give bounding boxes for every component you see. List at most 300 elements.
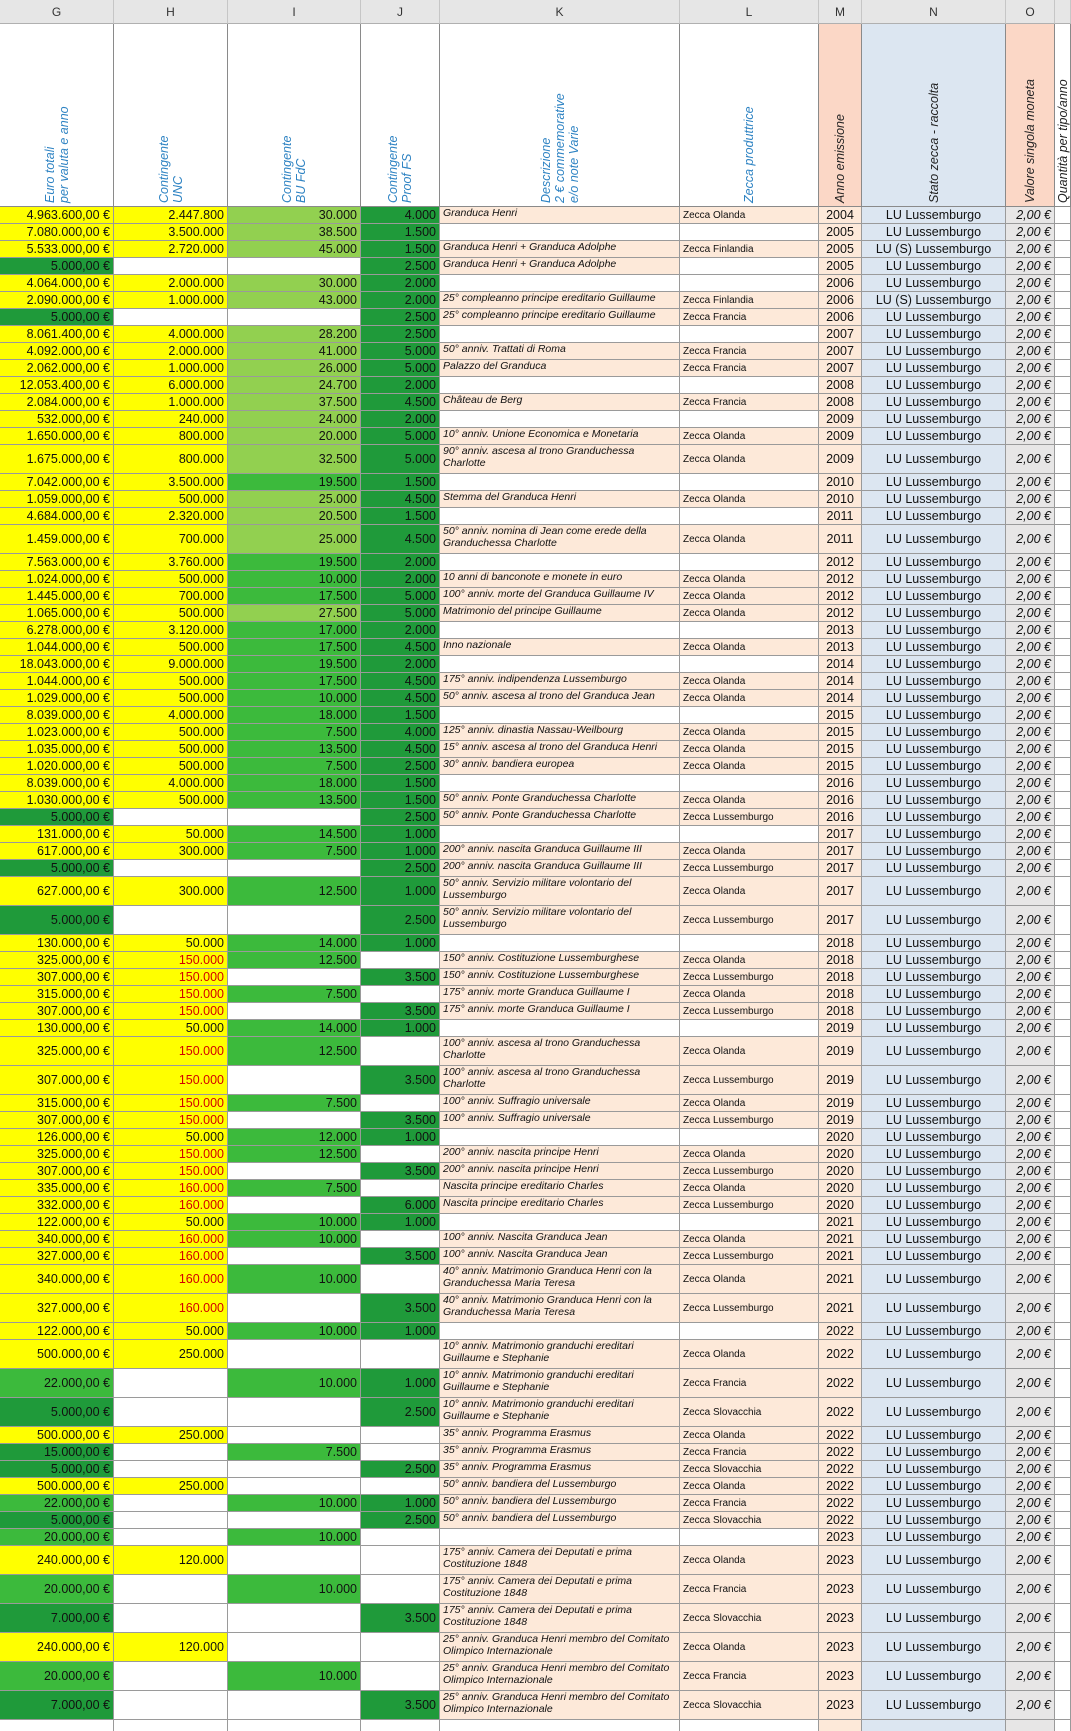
cell-m[interactable]: 2014 xyxy=(819,656,862,673)
cell-g[interactable]: 18.043.000,00 € xyxy=(0,656,114,673)
cell-h[interactable]: 240.000 xyxy=(114,411,228,428)
cell-h[interactable]: 700.000 xyxy=(114,588,228,605)
cell-h[interactable]: 1.000.000 xyxy=(114,394,228,411)
cell-g[interactable]: 4.092.000,00 € xyxy=(0,343,114,360)
cell-n[interactable] xyxy=(862,1720,1006,1731)
cell-o[interactable]: 2,00 € xyxy=(1006,622,1055,639)
cell-m[interactable]: 2014 xyxy=(819,690,862,707)
cell-o[interactable]: 2,00 € xyxy=(1006,1231,1055,1248)
cell-n[interactable]: LU Lussemburgo xyxy=(862,741,1006,758)
cell-l[interactable]: Zecca Olanda xyxy=(680,758,819,775)
cell-k[interactable]: 50° anniv. Ponte Granduchessa Charlotte xyxy=(440,809,680,826)
cell-m[interactable]: 2005 xyxy=(819,258,862,275)
cell-p[interactable] xyxy=(1055,809,1071,826)
cell-i[interactable] xyxy=(228,258,361,275)
cell-n[interactable]: LU Lussemburgo xyxy=(862,809,1006,826)
cell-p[interactable] xyxy=(1055,508,1071,525)
cell-g[interactable]: 5.000,00 € xyxy=(0,1512,114,1529)
cell-l[interactable]: Zecca Olanda xyxy=(680,1146,819,1163)
cell-m[interactable]: 2018 xyxy=(819,1003,862,1020)
cell-m[interactable]: 2013 xyxy=(819,639,862,656)
cell-o[interactable]: 2,00 € xyxy=(1006,258,1055,275)
cell-l[interactable] xyxy=(680,1720,819,1731)
cell-h[interactable] xyxy=(114,1398,228,1427)
cell-k[interactable] xyxy=(440,1720,680,1731)
cell-o[interactable]: 2,00 € xyxy=(1006,360,1055,377)
cell-p[interactable] xyxy=(1055,1294,1071,1323)
cell-o[interactable]: 2,00 € xyxy=(1006,877,1055,906)
cell-i[interactable]: 24.700 xyxy=(228,377,361,394)
cell-p[interactable] xyxy=(1055,622,1071,639)
cell-j[interactable]: 5.000 xyxy=(361,605,440,622)
cell-m[interactable]: 2021 xyxy=(819,1214,862,1231)
cell-k[interactable]: 25° anniv. Granduca Henri membro del Comitato Olimpico Internazionale xyxy=(440,1662,680,1691)
cell-l[interactable] xyxy=(680,1214,819,1231)
cell-g[interactable]: 5.000,00 € xyxy=(0,906,114,935)
cell-m[interactable]: 2022 xyxy=(819,1398,862,1427)
cell-g[interactable]: 2.062.000,00 € xyxy=(0,360,114,377)
cell-k[interactable]: 50° anniv. ascesa al trono del Granduca Jean xyxy=(440,690,680,707)
cell-j[interactable] xyxy=(361,952,440,969)
cell-p[interactable] xyxy=(1055,411,1071,428)
cell-g[interactable]: 4.684.000,00 € xyxy=(0,508,114,525)
cell-i[interactable]: 17.500 xyxy=(228,588,361,605)
cell-p[interactable] xyxy=(1055,673,1071,690)
cell-l[interactable]: Zecca Olanda xyxy=(680,877,819,906)
cell-l[interactable]: Zecca Olanda xyxy=(680,1546,819,1575)
cell-p[interactable] xyxy=(1055,1512,1071,1529)
cell-h[interactable]: 2.720.000 xyxy=(114,241,228,258)
cell-l[interactable]: Zecca Lussemburgo xyxy=(680,1003,819,1020)
cell-l[interactable]: Zecca Slovacchia xyxy=(680,1604,819,1633)
cell-j[interactable]: 4.500 xyxy=(361,394,440,411)
cell-l[interactable]: Zecca Lussemburgo xyxy=(680,860,819,877)
cell-n[interactable]: LU Lussemburgo xyxy=(862,1340,1006,1369)
cell-h[interactable]: 50.000 xyxy=(114,1214,228,1231)
cell-m[interactable]: 2018 xyxy=(819,986,862,1003)
cell-m[interactable]: 2019 xyxy=(819,1095,862,1112)
cell-g[interactable]: 1.020.000,00 € xyxy=(0,758,114,775)
cell-m[interactable]: 2023 xyxy=(819,1662,862,1691)
cell-k[interactable]: 35° anniv. Programma Erasmus xyxy=(440,1444,680,1461)
cell-k[interactable] xyxy=(440,1323,680,1340)
cell-n[interactable]: LU Lussemburgo xyxy=(862,969,1006,986)
cell-i[interactable]: 20.000 xyxy=(228,428,361,445)
cell-h[interactable] xyxy=(114,1720,228,1731)
cell-l[interactable]: Zecca Finlandia xyxy=(680,292,819,309)
cell-n[interactable]: LU Lussemburgo xyxy=(862,491,1006,508)
cell-k[interactable]: 50° anniv. Servizio militare volontario del Lussemburgo xyxy=(440,877,680,906)
cell-l[interactable] xyxy=(680,326,819,343)
cell-p[interactable] xyxy=(1055,275,1071,292)
cell-j[interactable]: 1.000 xyxy=(361,1323,440,1340)
cell-n[interactable]: LU Lussemburgo xyxy=(862,1575,1006,1604)
cell-k[interactable]: 50° anniv. Trattati di Roma xyxy=(440,343,680,360)
cell-o[interactable]: 2,00 € xyxy=(1006,690,1055,707)
cell-j[interactable]: 1.500 xyxy=(361,224,440,241)
cell-m[interactable]: 2009 xyxy=(819,445,862,474)
cell-n[interactable]: LU Lussemburgo xyxy=(862,707,1006,724)
cell-g[interactable]: 327.000,00 € xyxy=(0,1294,114,1323)
cell-l[interactable]: Zecca Olanda xyxy=(680,1037,819,1066)
cell-g[interactable]: 307.000,00 € xyxy=(0,1066,114,1095)
cell-p[interactable] xyxy=(1055,969,1071,986)
cell-i[interactable]: 25.000 xyxy=(228,525,361,554)
cell-l[interactable]: Zecca Slovacchia xyxy=(680,1691,819,1720)
cell-h[interactable] xyxy=(114,1461,228,1478)
cell-l[interactable]: Zecca Lussemburgo xyxy=(680,809,819,826)
cell-g[interactable]: 500.000,00 € xyxy=(0,1478,114,1495)
cell-k[interactable] xyxy=(440,1529,680,1546)
cell-p[interactable] xyxy=(1055,758,1071,775)
cell-g[interactable]: 4.064.000,00 € xyxy=(0,275,114,292)
cell-g[interactable]: 1.650.000,00 € xyxy=(0,428,114,445)
cell-p[interactable] xyxy=(1055,1546,1071,1575)
header-cell-o[interactable] xyxy=(1006,24,1055,207)
cell-l[interactable]: Zecca Olanda xyxy=(680,1095,819,1112)
cell-g[interactable]: 8.039.000,00 € xyxy=(0,775,114,792)
cell-p[interactable] xyxy=(1055,554,1071,571)
cell-n[interactable]: LU Lussemburgo xyxy=(862,1369,1006,1398)
cell-k[interactable]: 50° anniv. Ponte Granduchessa Charlotte xyxy=(440,792,680,809)
cell-g[interactable]: 307.000,00 € xyxy=(0,969,114,986)
cell-p[interactable] xyxy=(1055,906,1071,935)
cell-k[interactable]: Palazzo del Granduca xyxy=(440,360,680,377)
cell-h[interactable]: 4.000.000 xyxy=(114,326,228,343)
cell-i[interactable]: 7.500 xyxy=(228,758,361,775)
cell-h[interactable]: 500.000 xyxy=(114,673,228,690)
cell-g[interactable]: 22.000,00 € xyxy=(0,1495,114,1512)
cell-o[interactable]: 2,00 € xyxy=(1006,491,1055,508)
cell-n[interactable]: LU Lussemburgo xyxy=(862,411,1006,428)
cell-p[interactable] xyxy=(1055,445,1071,474)
cell-p[interactable] xyxy=(1055,309,1071,326)
cell-i[interactable] xyxy=(228,809,361,826)
cell-i[interactable] xyxy=(228,1461,361,1478)
cell-p[interactable] xyxy=(1055,1003,1071,1020)
cell-l[interactable]: Zecca Olanda xyxy=(680,207,819,224)
cell-i[interactable] xyxy=(228,1248,361,1265)
cell-g[interactable]: 240.000,00 € xyxy=(0,1546,114,1575)
cell-m[interactable]: 2016 xyxy=(819,809,862,826)
header-cell-m[interactable] xyxy=(819,24,862,207)
cell-g[interactable]: 5.533.000,00 € xyxy=(0,241,114,258)
cell-h[interactable] xyxy=(114,809,228,826)
cell-i[interactable] xyxy=(228,1427,361,1444)
cell-k[interactable]: 25° anniv. Granduca Henri membro del Comitato Olimpico Internazionale xyxy=(440,1691,680,1720)
cell-p[interactable] xyxy=(1055,207,1071,224)
cell-p[interactable] xyxy=(1055,775,1071,792)
cell-h[interactable]: 3.500.000 xyxy=(114,224,228,241)
cell-g[interactable]: 1.035.000,00 € xyxy=(0,741,114,758)
cell-n[interactable]: LU Lussemburgo xyxy=(862,986,1006,1003)
cell-n[interactable]: LU Lussemburgo xyxy=(862,1662,1006,1691)
cell-p[interactable] xyxy=(1055,1461,1071,1478)
cell-h[interactable]: 700.000 xyxy=(114,525,228,554)
cell-m[interactable]: 2019 xyxy=(819,1020,862,1037)
cell-l[interactable]: Zecca Olanda xyxy=(680,1427,819,1444)
cell-p[interactable] xyxy=(1055,1020,1071,1037)
cell-l[interactable]: Zecca Olanda xyxy=(680,690,819,707)
cell-p[interactable] xyxy=(1055,1214,1071,1231)
cell-n[interactable]: LU Lussemburgo xyxy=(862,1604,1006,1633)
cell-k[interactable]: 10° anniv. Matrimonio granduchi ereditari Guillaume e Stephanie xyxy=(440,1369,680,1398)
cell-m[interactable]: 2022 xyxy=(819,1512,862,1529)
cell-j[interactable] xyxy=(361,1662,440,1691)
cell-l[interactable]: Zecca Olanda xyxy=(680,1231,819,1248)
cell-n[interactable]: LU Lussemburgo xyxy=(862,394,1006,411)
cell-j[interactable]: 3.500 xyxy=(361,1066,440,1095)
cell-k[interactable]: 50° anniv. bandiera del Lussemburgo xyxy=(440,1478,680,1495)
cell-n[interactable]: LU Lussemburgo xyxy=(862,1180,1006,1197)
cell-p[interactable] xyxy=(1055,1129,1071,1146)
cell-n[interactable]: LU Lussemburgo xyxy=(862,343,1006,360)
cell-o[interactable]: 2,00 € xyxy=(1006,952,1055,969)
cell-k[interactable]: 50° anniv. bandiera del Lussemburgo xyxy=(440,1495,680,1512)
cell-p[interactable] xyxy=(1055,1398,1071,1427)
cell-p[interactable] xyxy=(1055,1112,1071,1129)
header-cell-i[interactable] xyxy=(228,24,361,207)
cell-h[interactable] xyxy=(114,309,228,326)
cell-l[interactable]: Zecca Slovacchia xyxy=(680,1512,819,1529)
cell-o[interactable]: 2,00 € xyxy=(1006,1662,1055,1691)
cell-i[interactable]: 10.000 xyxy=(228,1214,361,1231)
cell-p[interactable] xyxy=(1055,690,1071,707)
column-letter-h[interactable]: H xyxy=(114,0,228,24)
cell-k[interactable]: 35° anniv. Programma Erasmus xyxy=(440,1461,680,1478)
cell-k[interactable]: 50° anniv. bandiera del Lussemburgo xyxy=(440,1512,680,1529)
cell-g[interactable]: 122.000,00 € xyxy=(0,1214,114,1231)
cell-m[interactable]: 2016 xyxy=(819,792,862,809)
cell-m[interactable]: 2015 xyxy=(819,707,862,724)
cell-h[interactable]: 9.000.000 xyxy=(114,656,228,673)
cell-i[interactable] xyxy=(228,1003,361,1020)
cell-o[interactable]: 2,00 € xyxy=(1006,1265,1055,1294)
cell-k[interactable]: 90° anniv. ascesa al trono Granduchessa Charlotte xyxy=(440,445,680,474)
cell-p[interactable] xyxy=(1055,1323,1071,1340)
cell-j[interactable]: 3.500 xyxy=(361,969,440,986)
cell-p[interactable] xyxy=(1055,843,1071,860)
cell-l[interactable]: Zecca Olanda xyxy=(680,571,819,588)
cell-j[interactable] xyxy=(361,1340,440,1369)
cell-k[interactable]: 175° anniv. Camera dei Deputati e prima Costituzione 1848 xyxy=(440,1546,680,1575)
column-letter-m[interactable]: M xyxy=(819,0,862,24)
cell-i[interactable]: 18.000 xyxy=(228,775,361,792)
cell-p[interactable] xyxy=(1055,724,1071,741)
cell-m[interactable]: 2022 xyxy=(819,1444,862,1461)
cell-l[interactable]: Zecca Olanda xyxy=(680,1265,819,1294)
cell-h[interactable]: 150.000 xyxy=(114,969,228,986)
cell-i[interactable]: 19.500 xyxy=(228,474,361,491)
cell-o[interactable]: 2,00 € xyxy=(1006,1398,1055,1427)
cell-i[interactable]: 10.000 xyxy=(228,1495,361,1512)
cell-j[interactable] xyxy=(361,1546,440,1575)
cell-m[interactable]: 2020 xyxy=(819,1146,862,1163)
cell-o[interactable]: 2,00 € xyxy=(1006,809,1055,826)
cell-h[interactable]: 50.000 xyxy=(114,935,228,952)
cell-k[interactable]: 175° anniv. indipendenza Lussemburgo xyxy=(440,673,680,690)
cell-l[interactable]: Zecca Slovacchia xyxy=(680,1461,819,1478)
cell-o[interactable]: 2,00 € xyxy=(1006,241,1055,258)
cell-j[interactable]: 3.500 xyxy=(361,1294,440,1323)
cell-p[interactable] xyxy=(1055,525,1071,554)
cell-p[interactable] xyxy=(1055,1197,1071,1214)
cell-m[interactable]: 2017 xyxy=(819,877,862,906)
cell-j[interactable]: 1.000 xyxy=(361,1129,440,1146)
cell-p[interactable] xyxy=(1055,1066,1071,1095)
cell-i[interactable]: 14.000 xyxy=(228,1020,361,1037)
cell-l[interactable]: Zecca Lussemburgo xyxy=(680,1197,819,1214)
cell-i[interactable]: 45.000 xyxy=(228,241,361,258)
cell-h[interactable]: 50.000 xyxy=(114,1020,228,1037)
cell-n[interactable]: LU Lussemburgo xyxy=(862,258,1006,275)
cell-m[interactable]: 2005 xyxy=(819,224,862,241)
cell-k[interactable]: 25° anniv. Granduca Henri membro del Comitato Olimpico Internazionale xyxy=(440,1633,680,1662)
cell-h[interactable]: 500.000 xyxy=(114,741,228,758)
cell-k[interactable]: 25° compleanno principe ereditario Guillaume xyxy=(440,309,680,326)
cell-j[interactable]: 3.500 xyxy=(361,1604,440,1633)
cell-l[interactable] xyxy=(680,707,819,724)
cell-o[interactable]: 2,00 € xyxy=(1006,1633,1055,1662)
cell-m[interactable]: 2010 xyxy=(819,474,862,491)
cell-i[interactable]: 19.500 xyxy=(228,554,361,571)
cell-m[interactable]: 2022 xyxy=(819,1495,862,1512)
cell-o[interactable]: 2,00 € xyxy=(1006,1197,1055,1214)
cell-i[interactable]: 43.000 xyxy=(228,292,361,309)
cell-l[interactable]: Zecca Olanda xyxy=(680,605,819,622)
cell-j[interactable] xyxy=(361,1180,440,1197)
cell-m[interactable]: 2010 xyxy=(819,491,862,508)
cell-i[interactable]: 17.500 xyxy=(228,673,361,690)
cell-l[interactable]: Zecca Francia xyxy=(680,1369,819,1398)
cell-j[interactable] xyxy=(361,1146,440,1163)
cell-j[interactable]: 5.000 xyxy=(361,428,440,445)
cell-j[interactable]: 4.500 xyxy=(361,525,440,554)
cell-l[interactable] xyxy=(680,224,819,241)
cell-o[interactable]: 2,00 € xyxy=(1006,1495,1055,1512)
cell-k[interactable] xyxy=(440,656,680,673)
cell-h[interactable]: 6.000.000 xyxy=(114,377,228,394)
cell-g[interactable]: 307.000,00 € xyxy=(0,1112,114,1129)
cell-k[interactable]: 15° anniv. ascesa al trono del Granduca Henri xyxy=(440,741,680,758)
cell-m[interactable] xyxy=(819,1720,862,1731)
cell-o[interactable]: 2,00 € xyxy=(1006,445,1055,474)
cell-g[interactable]: 131.000,00 € xyxy=(0,826,114,843)
cell-l[interactable]: Zecca Olanda xyxy=(680,588,819,605)
cell-k[interactable]: 30° anniv. bandiera europea xyxy=(440,758,680,775)
cell-m[interactable]: 2021 xyxy=(819,1294,862,1323)
cell-p[interactable] xyxy=(1055,1265,1071,1294)
cell-m[interactable]: 2014 xyxy=(819,673,862,690)
cell-p[interactable] xyxy=(1055,826,1071,843)
cell-k[interactable]: 100° anniv. ascesa al trono Granduchessa Charlotte xyxy=(440,1037,680,1066)
cell-j[interactable]: 3.500 xyxy=(361,1112,440,1129)
cell-l[interactable]: Zecca Olanda xyxy=(680,1340,819,1369)
cell-j[interactable]: 2.000 xyxy=(361,411,440,428)
cell-h[interactable]: 250.000 xyxy=(114,1427,228,1444)
cell-m[interactable]: 2021 xyxy=(819,1248,862,1265)
cell-i[interactable]: 13.500 xyxy=(228,792,361,809)
cell-p[interactable] xyxy=(1055,258,1071,275)
cell-n[interactable]: LU Lussemburgo xyxy=(862,525,1006,554)
cell-j[interactable]: 2.000 xyxy=(361,656,440,673)
cell-j[interactable]: 4.500 xyxy=(361,673,440,690)
cell-k[interactable]: 175° anniv. morte Granduca Guillaume I xyxy=(440,1003,680,1020)
cell-i[interactable]: 10.000 xyxy=(228,571,361,588)
cell-n[interactable]: LU Lussemburgo xyxy=(862,1020,1006,1037)
cell-n[interactable]: LU Lussemburgo xyxy=(862,792,1006,809)
cell-g[interactable]: 22.000,00 € xyxy=(0,1369,114,1398)
cell-j[interactable]: 4.500 xyxy=(361,491,440,508)
cell-g[interactable]: 7.000,00 € xyxy=(0,1691,114,1720)
cell-j[interactable]: 4.000 xyxy=(361,724,440,741)
cell-k[interactable]: Granduca Henri xyxy=(440,207,680,224)
cell-n[interactable]: LU Lussemburgo xyxy=(862,1163,1006,1180)
cell-o[interactable]: 2,00 € xyxy=(1006,1020,1055,1037)
cell-l[interactable]: Zecca Lussemburgo xyxy=(680,906,819,935)
cell-h[interactable]: 150.000 xyxy=(114,1163,228,1180)
cell-i[interactable] xyxy=(228,1604,361,1633)
cell-j[interactable] xyxy=(361,1231,440,1248)
cell-n[interactable]: LU (S) Lussemburgo xyxy=(862,241,1006,258)
cell-n[interactable]: LU Lussemburgo xyxy=(862,207,1006,224)
cell-m[interactable]: 2007 xyxy=(819,343,862,360)
column-letter-j[interactable]: J xyxy=(361,0,440,24)
cell-j[interactable] xyxy=(361,1720,440,1731)
cell-o[interactable]: 2,00 € xyxy=(1006,571,1055,588)
cell-m[interactable]: 2015 xyxy=(819,741,862,758)
cell-k[interactable]: Matrimonio del principe Guillaume xyxy=(440,605,680,622)
cell-n[interactable]: LU Lussemburgo xyxy=(862,1095,1006,1112)
cell-p[interactable] xyxy=(1055,952,1071,969)
cell-n[interactable]: LU Lussemburgo xyxy=(862,605,1006,622)
cell-g[interactable]: 5.000,00 € xyxy=(0,809,114,826)
cell-h[interactable]: 3.120.000 xyxy=(114,622,228,639)
cell-o[interactable]: 2,00 € xyxy=(1006,843,1055,860)
cell-h[interactable]: 500.000 xyxy=(114,792,228,809)
cell-h[interactable]: 250.000 xyxy=(114,1478,228,1495)
cell-j[interactable]: 1.000 xyxy=(361,1495,440,1512)
cell-o[interactable]: 2,00 € xyxy=(1006,1604,1055,1633)
cell-i[interactable]: 7.500 xyxy=(228,843,361,860)
cell-m[interactable]: 2011 xyxy=(819,508,862,525)
cell-j[interactable]: 2.500 xyxy=(361,258,440,275)
cell-j[interactable]: 4.000 xyxy=(361,207,440,224)
cell-n[interactable]: LU Lussemburgo xyxy=(862,1546,1006,1575)
cell-h[interactable] xyxy=(114,1691,228,1720)
cell-i[interactable] xyxy=(228,1398,361,1427)
cell-n[interactable]: LU Lussemburgo xyxy=(862,1146,1006,1163)
cell-o[interactable] xyxy=(1006,1720,1055,1731)
cell-i[interactable]: 10.000 xyxy=(228,1575,361,1604)
cell-h[interactable] xyxy=(114,1604,228,1633)
cell-p[interactable] xyxy=(1055,1575,1071,1604)
cell-g[interactable]: 1.065.000,00 € xyxy=(0,605,114,622)
cell-o[interactable]: 2,00 € xyxy=(1006,309,1055,326)
cell-h[interactable]: 1.000.000 xyxy=(114,292,228,309)
cell-i[interactable]: 12.500 xyxy=(228,1037,361,1066)
cell-m[interactable]: 2009 xyxy=(819,411,862,428)
cell-h[interactable]: 1.000.000 xyxy=(114,360,228,377)
cell-l[interactable] xyxy=(680,377,819,394)
cell-n[interactable]: LU Lussemburgo xyxy=(862,1529,1006,1546)
cell-o[interactable]: 2,00 € xyxy=(1006,1340,1055,1369)
cell-n[interactable]: LU Lussemburgo xyxy=(862,1265,1006,1294)
cell-i[interactable]: 13.500 xyxy=(228,741,361,758)
cell-k[interactable]: Nascita principe ereditario Charles xyxy=(440,1197,680,1214)
cell-n[interactable]: LU Lussemburgo xyxy=(862,1323,1006,1340)
cell-k[interactable]: 100° anniv. morte del Granduca Guillaume IV xyxy=(440,588,680,605)
